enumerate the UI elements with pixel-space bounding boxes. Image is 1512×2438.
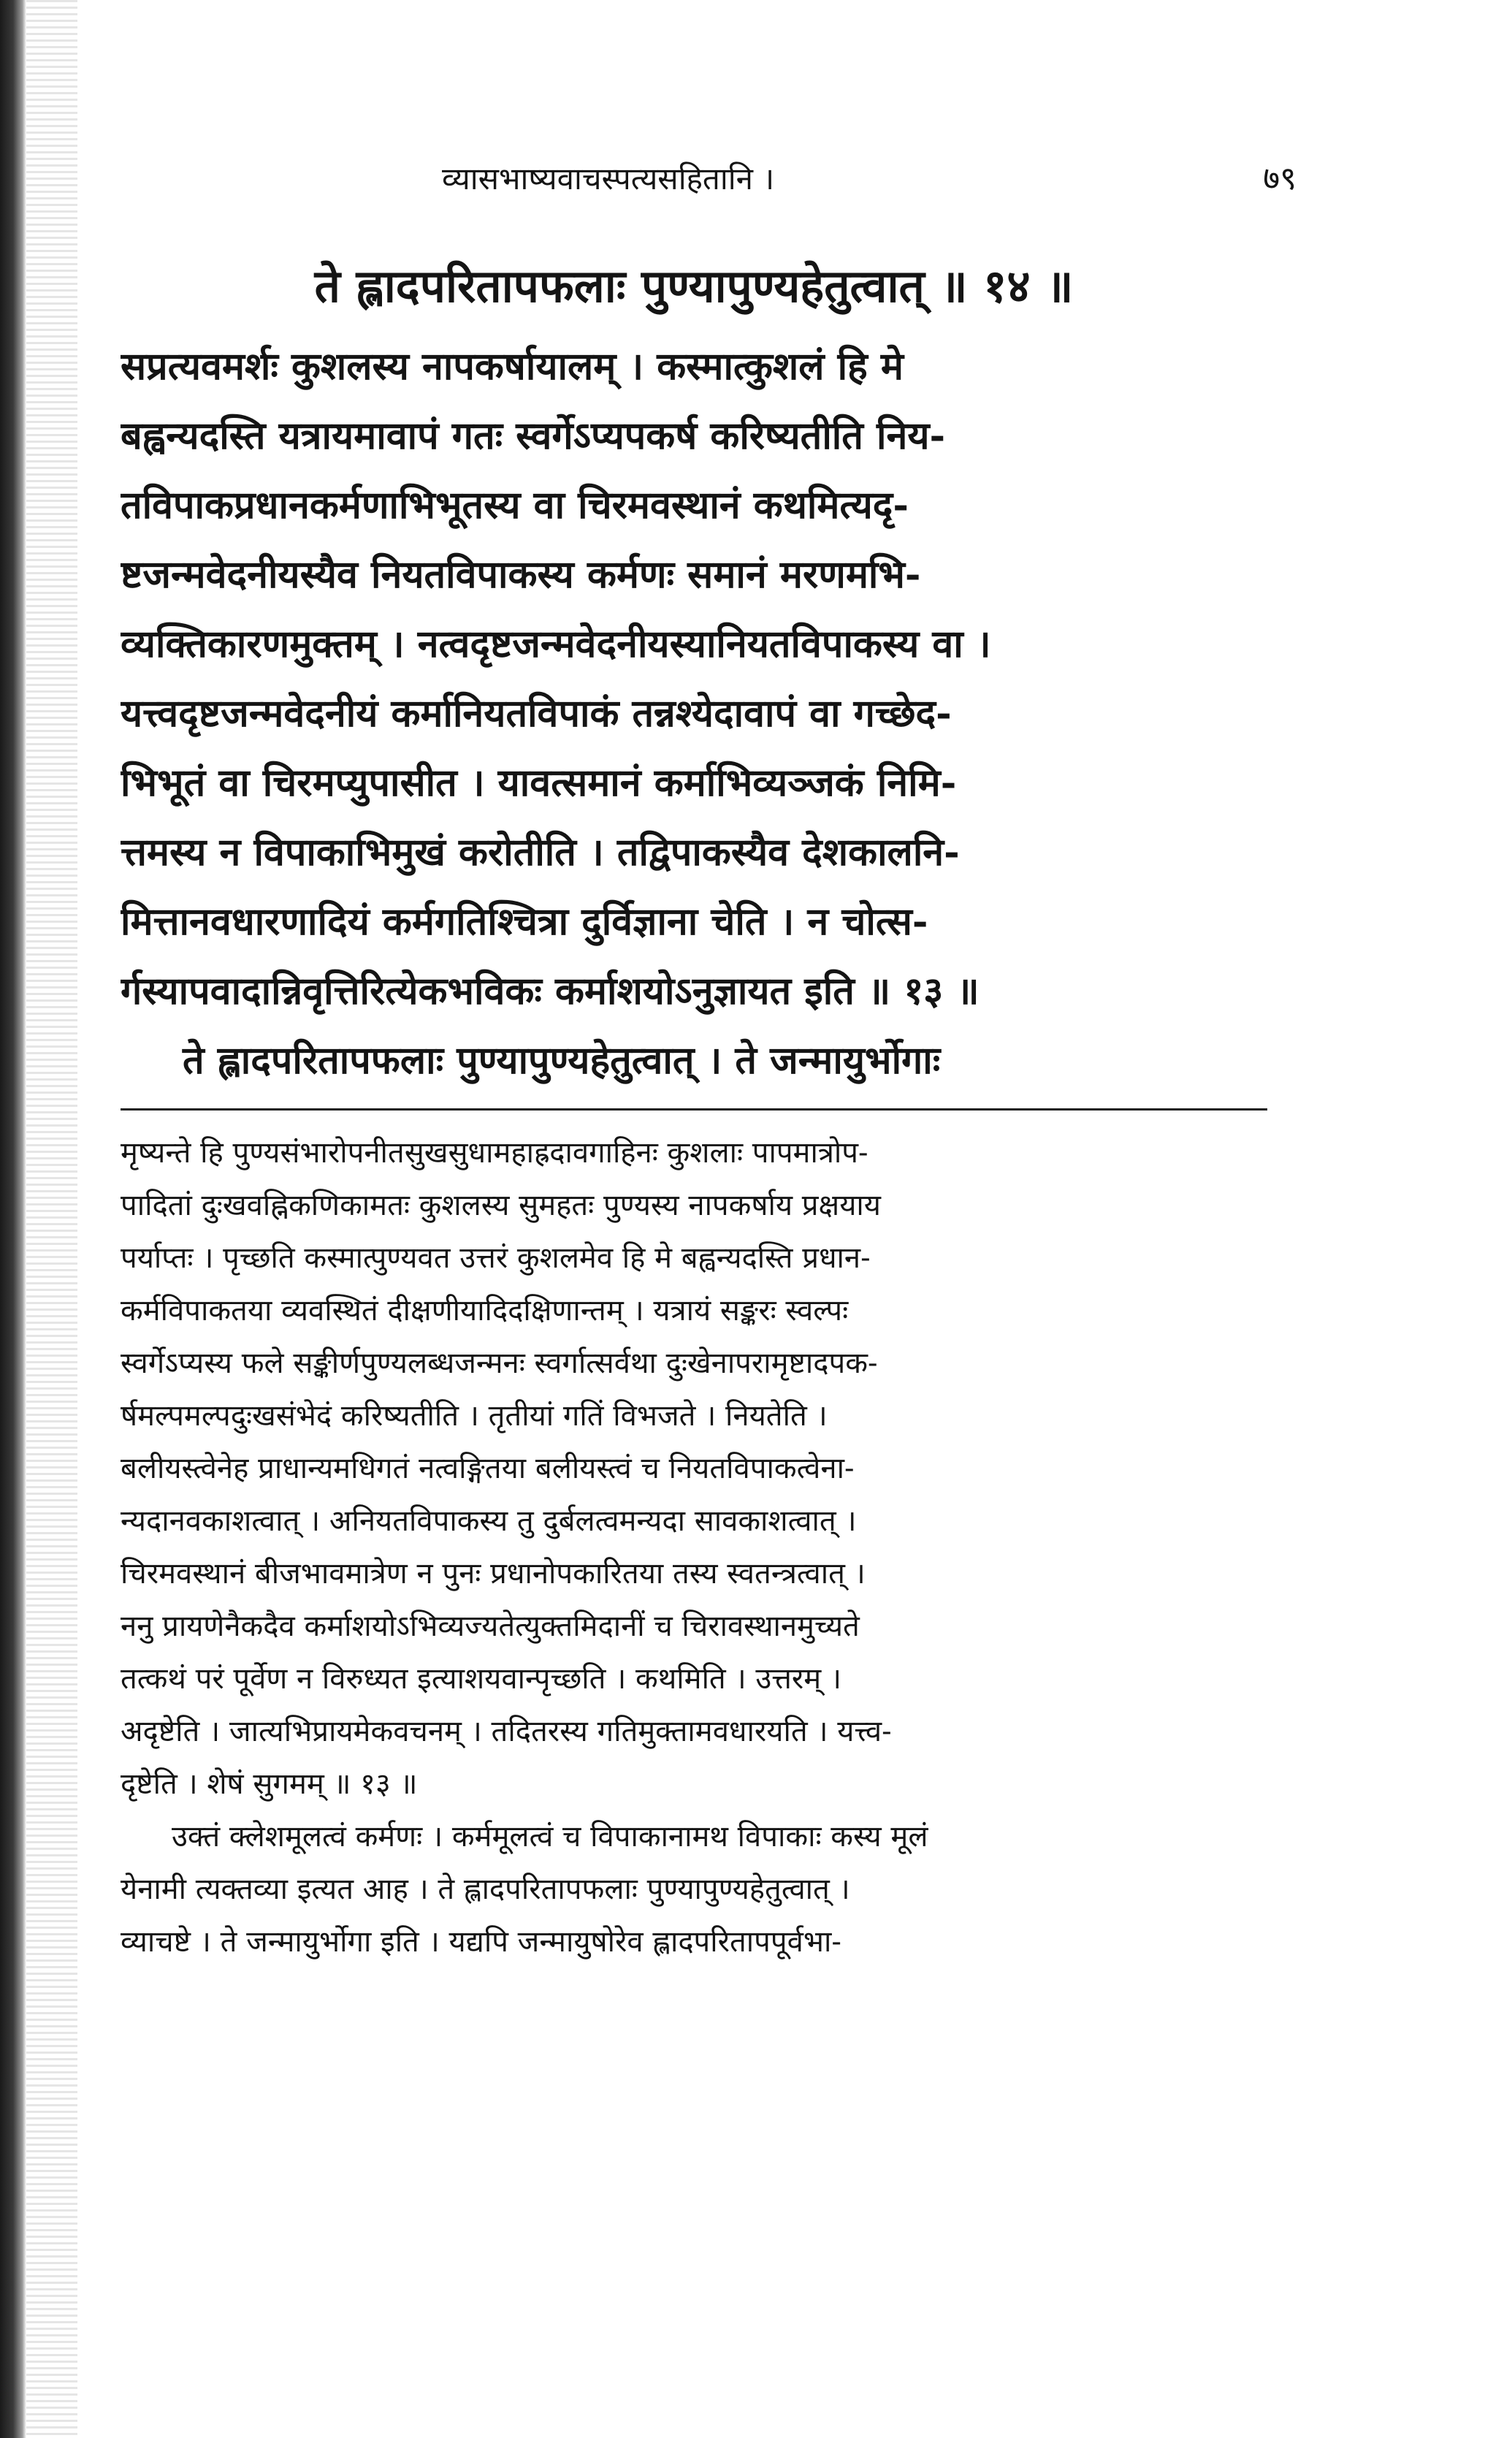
tika-line: व्याचष्टे । ते जन्मायुर्भोगा इति । यद्यपि जन्मायुषोरेव ह्लादपरितापपूर्वभा- — [121, 1925, 841, 1959]
tika-line: उक्तं क्लेशमूलत्वं कर्मणः । कर्ममूलत्वं च विपाकानामथ विपाकाः कस्य मूलं — [172, 1820, 928, 1854]
bhashya-line: तविपाकप्रधानकर्मणाभिभूतस्य वा चिरमवस्थानं कथमित्यदृ- — [121, 483, 909, 527]
tika-commentary — [121, 1127, 1267, 1968]
tika-line: येनामी त्यक्तव्या इत्यत आह । ते ह्लादपरितापफलाः पुण्यापुण्यहेतुत्वात् । — [121, 1873, 850, 1906]
tika-line: पादितां दुःखवह्निकणिकामतः कुशलस्य सुमहतः पुण्यस्य नापकर्षाय प्रक्षयाय — [121, 1189, 881, 1222]
sutra-heading: ते ह्लादपरितापफलाः पुण्यापुण्यहेतुत्वात् ॥ १४ ॥ — [314, 259, 1074, 313]
running-title: व्यासभाष्यवाचस्पत्यसहितानि । — [442, 161, 775, 197]
tika-line: अदृष्टेति । जात्यभिप्रायमेकवचनम् । तदितरस्य गतिमुक्तामवधारयति । यत्त्व- — [121, 1715, 892, 1748]
running-head — [121, 153, 1297, 205]
tika-line: पर्याप्तः । पृच्छति कस्मात्पुण्यवत उत्तरं कुशलमेव हि मे बह्वन्यदस्ति प्रधान- — [121, 1241, 871, 1275]
tika-line: कर्मविपाकतया व्यवस्थितं दीक्षणीयादिदक्षिणान्तम् । यत्रायं सङ्करः स्वल्पः — [121, 1294, 849, 1327]
sutra-intro-line: ते ह्लादपरितापफलाः पुण्यापुण्यहेतुत्वात् । ते जन्मायुर्भोगाः — [183, 1038, 941, 1083]
bhashya-line: बह्वन्यदस्ति यत्रायमावापं गतः स्वर्गेऽप्यपकर्ष करिष्यतीति निय- — [121, 414, 946, 458]
bhashya-commentary — [121, 332, 1267, 1095]
bhashya-line: व्यक्तिकारणमुक्तम् । नत्वदृष्टजन्मवेदनीयस्यानियतविपाकस्य वा । — [121, 622, 991, 666]
tika-line: ननु प्रायणेनैकदैव कर्माशयोऽभिव्यज्यतेत्युक्तमिदानीं च चिरावस्थानमुच्यते — [121, 1610, 860, 1643]
bhashya-line: भिभूतं वा चिरमप्युपासीत । यावत्समानं कर्माभिव्यञ्जकं निमि- — [121, 761, 957, 805]
bhashya-line: र्गस्यापवादान्निवृत्तिरित्येकभविकः कर्माशयोऽनुज्ञायत इति ॥ १३ ॥ — [121, 969, 980, 1013]
scan-binding-edge — [26, 0, 77, 2438]
section-divider — [121, 1108, 1267, 1111]
tika-line: न्यदानवकाशत्वात् । अनियतविपाकस्य तु दुर्बलत्वमन्यदा सावकाशत्वात् । — [121, 1504, 857, 1538]
bhashya-line: त्तमस्य न विपाकाभिमुखं करोतीति । तद्विपाकस्यैव देशकालनि- — [121, 830, 960, 875]
bhashya-line: मित्तानवधारणादियं कर्मगतिश्चित्रा दुर्विज्ञाना चेति । न चोत्स- — [121, 899, 928, 944]
bhashya-line: ष्टजन्मवेदनीयस्यैव नियतविपाकस्य कर्मणः समानं मरणमभि- — [121, 552, 921, 597]
tika-line: र्षमल्पमल्पदुःखसंभेदं करिष्यतीति । तृतीयां गतिं विभजते । नियतेति । — [121, 1399, 828, 1433]
tika-line: तत्कथं परं पूर्वेण न विरुध्यत इत्याशयवान्पृच्छति । कथमिति । उत्तरम् । — [121, 1662, 842, 1696]
scan-binding-shadow — [0, 0, 26, 2438]
tika-line: स्वर्गेऽप्यस्य फले सङ्कीर्णपुण्यलब्धजन्मनः स्वर्गात्सर्वथा दुःखेनापरामृष्टादपक- — [121, 1346, 878, 1380]
tika-line: चिरमवस्थानं बीजभावमात्रेण न पुनः प्रधानोपकारितया तस्य स्वतन्त्रत्वात् । — [121, 1557, 866, 1591]
tika-line: दृष्टेति । शेषं सुगमम् ॥ १३ ॥ — [121, 1767, 418, 1801]
bhashya-line: यत्त्वदृष्टजन्मवेदनीयं कर्मानियतविपाकं तन्नश्येदावापं वा गच्छेद- — [121, 691, 952, 736]
page-number: ७९ — [1263, 160, 1297, 197]
tika-line: मृष्यन्ते हि पुण्यसंभारोपनीतसुखसुधामहाह्रदावगाहिनः कुशलाः पापमात्रोप- — [121, 1136, 868, 1170]
bhashya-line: सप्रत्यवमर्शः कुशलस्य नापकर्षायालम् । कस्मात्कुशलं हि मे — [121, 344, 904, 389]
book-page — [121, 153, 1297, 1968]
tika-line: बलीयस्त्वेनेह प्राधान्यमधिगतं नत्वङ्गितया बलीयस्त्वं च नियतविपाकत्वेना- — [121, 1452, 855, 1485]
